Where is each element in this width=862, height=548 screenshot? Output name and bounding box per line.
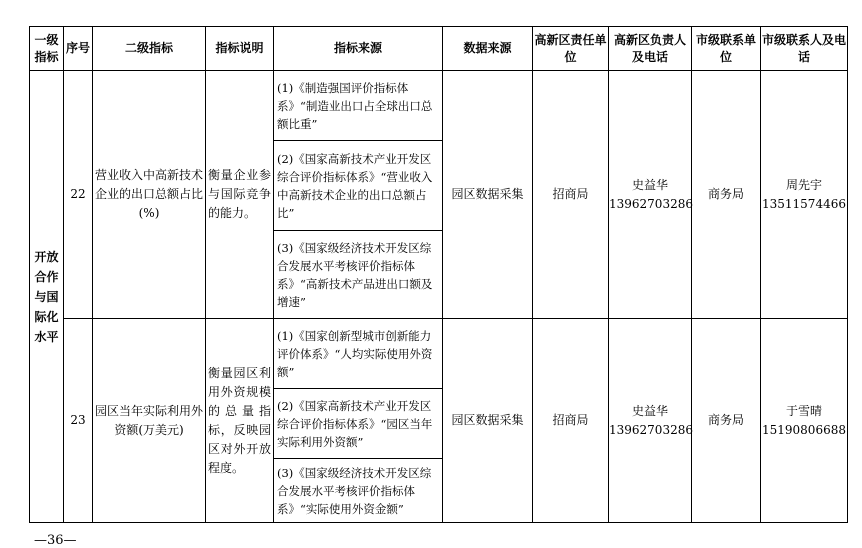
- header-row: [30, 27, 848, 71]
- level2-cell: 园区当年实际利用外资额(万美元): [93, 319, 206, 523]
- source-cell: (3)《国家级经济技术开发区综合发展水平考核评价指标体系》“实际使用外资金额”: [274, 459, 443, 523]
- header-dept: 高新区责任单位: [533, 27, 609, 71]
- header-source: 指标来源: [274, 27, 443, 71]
- city-dept-cell: 商务局: [692, 319, 761, 523]
- table-row: [30, 71, 848, 141]
- source-cell: (1)《制造强国评价指标体系》“制造业出口占全球出口总额比重”: [274, 71, 443, 141]
- person-phone: 13962703286: [609, 422, 693, 437]
- source-cell: (2)《国家高新技术产业开发区综合评价指标体系》“营业收入中高新技术企业的出口总额占比”: [274, 141, 443, 231]
- source-cell: (2)《国家高新技术产业开发区综合评价指标体系》“园区当年实际利用外资额”: [274, 389, 443, 459]
- header-person: 高新区负责人及电话: [609, 27, 692, 71]
- city-person-phone: 15190806688: [762, 422, 846, 437]
- seq-cell: 22: [64, 71, 93, 319]
- table-row: [30, 319, 848, 389]
- city-dept-cell: 商务局: [692, 71, 761, 319]
- desc-cell: 衡量园区利用外资规模的总量指标，反映园区对外开放程度。: [206, 319, 274, 523]
- header-seq: 序号: [64, 27, 93, 71]
- seq-cell: 23: [64, 319, 93, 523]
- indicator-table: [29, 26, 848, 523]
- header-data-source: 数据来源: [443, 27, 533, 71]
- city-person-phone: 13511574466: [762, 196, 846, 211]
- city-person-name: 周先宇: [785, 177, 822, 192]
- city-person-name: 于雪晴: [785, 403, 822, 418]
- header-city-person: 市级联系人及电话: [761, 27, 848, 71]
- person-cell: [609, 319, 692, 523]
- category-cell: 开放合作与国际化水平: [30, 71, 64, 523]
- city-person-cell: [761, 71, 848, 319]
- data-source-cell: 园区数据采集: [443, 319, 533, 523]
- person-phone: 13962703286: [609, 196, 693, 211]
- header-level2: 二级指标: [93, 27, 206, 71]
- dept-cell: 招商局: [533, 71, 609, 319]
- level2-cell: 营业收入中高新技术企业的出口总额占比(%): [93, 71, 206, 319]
- data-source-cell: 园区数据采集: [443, 71, 533, 319]
- person-cell: [609, 71, 692, 319]
- person-name: 史益华: [631, 177, 668, 192]
- header-city-dept: 市级联系单位: [692, 27, 761, 71]
- desc-cell: 衡量企业参与国际竞争的能力。: [206, 71, 274, 319]
- source-cell: (1)《国家创新型城市创新能力评价体系》“人均实际使用外资额”: [274, 319, 443, 389]
- source-cell: (3)《国家级经济技术开发区综合发展水平考核评价指标体系》“高新技术产品进出口额及增速”: [274, 231, 443, 319]
- header-level1: 一级指标: [30, 27, 64, 71]
- person-name: 史益华: [631, 403, 668, 418]
- dept-cell: 招商局: [533, 319, 609, 523]
- page-number: —36—: [34, 533, 77, 548]
- header-desc: 指标说明: [206, 27, 274, 71]
- city-person-cell: [761, 319, 848, 523]
